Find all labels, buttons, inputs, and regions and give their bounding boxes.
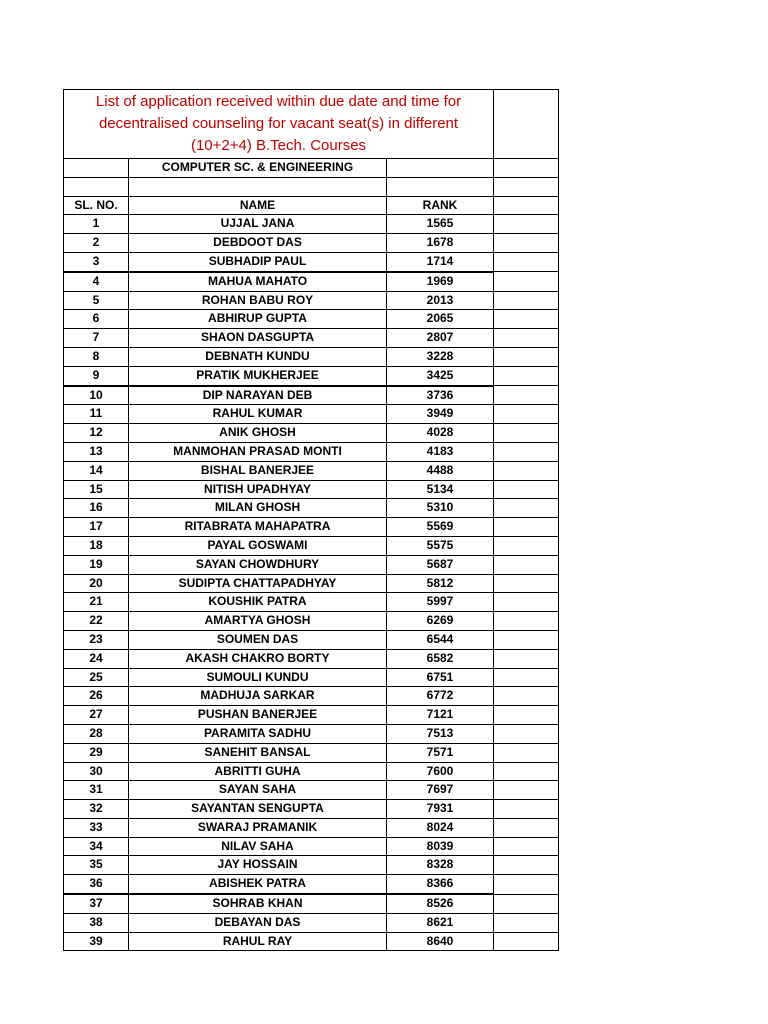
empty-cell [494, 781, 559, 800]
row-sl-no: 21 [64, 593, 129, 612]
row-sl-no: 4 [64, 272, 129, 291]
empty-cell [494, 800, 559, 819]
empty-cell [494, 724, 559, 743]
empty-cell [494, 480, 559, 499]
row-name: ABISHEK PATRA [129, 875, 387, 894]
row-name: BISHAL BANERJEE [129, 461, 387, 480]
row-rank: 5997 [387, 593, 494, 612]
table-row [64, 668, 559, 687]
row-name: MANMOHAN PRASAD MONTI [129, 442, 387, 461]
table-row [64, 932, 559, 951]
applicant-table-body [64, 90, 559, 951]
department-row [64, 159, 559, 178]
empty-cell [494, 405, 559, 424]
empty-cell [494, 837, 559, 856]
row-rank: 6751 [387, 668, 494, 687]
empty-cell [494, 518, 559, 537]
row-rank: 3949 [387, 405, 494, 424]
empty-cell [387, 159, 494, 178]
empty-cell [494, 894, 559, 913]
empty-cell [494, 291, 559, 310]
row-sl-no: 17 [64, 518, 129, 537]
row-rank: 5310 [387, 499, 494, 518]
table-row [64, 310, 559, 329]
row-sl-no: 2 [64, 234, 129, 253]
row-name: SAYAN CHOWDHURY [129, 555, 387, 574]
table-row [64, 518, 559, 537]
header-rank: RANK [387, 196, 494, 215]
row-rank: 2807 [387, 329, 494, 348]
row-name: ROHAN BABU ROY [129, 291, 387, 310]
row-sl-no: 20 [64, 574, 129, 593]
row-name: RAHUL RAY [129, 932, 387, 951]
row-sl-no: 36 [64, 875, 129, 894]
row-sl-no: 5 [64, 291, 129, 310]
table-row [64, 894, 559, 913]
row-sl-no: 27 [64, 706, 129, 725]
table-row [64, 272, 559, 291]
row-sl-no: 15 [64, 480, 129, 499]
table-row [64, 800, 559, 819]
row-rank: 7931 [387, 800, 494, 819]
empty-cell [494, 668, 559, 687]
row-name: RAHUL KUMAR [129, 405, 387, 424]
empty-cell [494, 310, 559, 329]
empty-cell [494, 649, 559, 668]
empty-cell [494, 593, 559, 612]
row-sl-no: 29 [64, 743, 129, 762]
row-rank: 7571 [387, 743, 494, 762]
title-row [64, 90, 559, 159]
row-name: ABHIRUP GUPTA [129, 310, 387, 329]
empty-cell [494, 386, 559, 405]
row-name: NILAV SAHA [129, 837, 387, 856]
header-name: NAME [129, 196, 387, 215]
empty-cell [494, 706, 559, 725]
row-rank: 1714 [387, 252, 494, 271]
row-name: PUSHAN BANERJEE [129, 706, 387, 725]
table-row [64, 630, 559, 649]
row-sl-no: 33 [64, 818, 129, 837]
table-row [64, 649, 559, 668]
empty-cell [494, 215, 559, 234]
header-sl-no: SL. NO. [64, 196, 129, 215]
empty-cell [64, 159, 129, 178]
row-rank: 7600 [387, 762, 494, 781]
empty-cell [494, 612, 559, 631]
row-sl-no: 1 [64, 215, 129, 234]
row-rank: 8621 [387, 913, 494, 932]
row-sl-no: 12 [64, 424, 129, 443]
row-rank: 3736 [387, 386, 494, 405]
table-row [64, 724, 559, 743]
table-row [64, 781, 559, 800]
row-rank: 5134 [387, 480, 494, 499]
row-rank: 8640 [387, 932, 494, 951]
row-rank: 1678 [387, 234, 494, 253]
table-row [64, 612, 559, 631]
row-rank: 3228 [387, 347, 494, 366]
row-name: AKASH CHAKRO BORTY [129, 649, 387, 668]
empty-cell [494, 856, 559, 875]
table-row [64, 706, 559, 725]
row-sl-no: 14 [64, 461, 129, 480]
table-row [64, 555, 559, 574]
empty-cell [494, 555, 559, 574]
row-name: DEBDOOT DAS [129, 234, 387, 253]
row-name: ANIK GHOSH [129, 424, 387, 443]
row-sl-no: 7 [64, 329, 129, 348]
applicant-table [63, 89, 559, 951]
empty-cell [494, 818, 559, 837]
row-name: SAYANTAN SENGUPTA [129, 800, 387, 819]
row-name: SUBHADIP PAUL [129, 252, 387, 271]
empty-cell [494, 630, 559, 649]
empty-cell [494, 252, 559, 271]
row-rank: 5569 [387, 518, 494, 537]
table-row [64, 875, 559, 894]
row-name: MAHUA MAHATO [129, 272, 387, 291]
row-name: PRATIK MUKHERJEE [129, 366, 387, 385]
empty-cell [494, 234, 559, 253]
row-sl-no: 28 [64, 724, 129, 743]
row-name: RITABRATA MAHAPATRA [129, 518, 387, 537]
table-row [64, 856, 559, 875]
row-sl-no: 22 [64, 612, 129, 631]
empty-cell [494, 932, 559, 951]
row-rank: 3425 [387, 366, 494, 385]
empty-cell [494, 196, 559, 215]
empty-cell [494, 762, 559, 781]
table-row [64, 366, 559, 385]
row-name: SUDIPTA CHATTAPADHYAY [129, 574, 387, 593]
empty-cell [494, 743, 559, 762]
row-rank: 7697 [387, 781, 494, 800]
row-rank: 6582 [387, 649, 494, 668]
table-row [64, 215, 559, 234]
row-name: SOHRAB KHAN [129, 894, 387, 913]
row-name: UJJAL JANA [129, 215, 387, 234]
row-sl-no: 32 [64, 800, 129, 819]
row-rank: 7121 [387, 706, 494, 725]
row-sl-no: 10 [64, 386, 129, 405]
row-sl-no: 25 [64, 668, 129, 687]
row-name: JAY HOSSAIN [129, 856, 387, 875]
row-rank: 7513 [387, 724, 494, 743]
row-rank: 1565 [387, 215, 494, 234]
row-rank: 8039 [387, 837, 494, 856]
empty-cell [64, 177, 129, 196]
table-row [64, 386, 559, 405]
row-sl-no: 8 [64, 347, 129, 366]
row-name: DEBNATH KUNDU [129, 347, 387, 366]
table-row [64, 234, 559, 253]
row-rank: 2065 [387, 310, 494, 329]
empty-cell [494, 913, 559, 932]
row-rank: 8024 [387, 818, 494, 837]
table-row [64, 499, 559, 518]
table-row [64, 329, 559, 348]
row-sl-no: 11 [64, 405, 129, 424]
row-rank: 5812 [387, 574, 494, 593]
table-row [64, 593, 559, 612]
row-sl-no: 31 [64, 781, 129, 800]
empty-cell [494, 329, 559, 348]
row-name: NITISH UPADHYAY [129, 480, 387, 499]
row-sl-no: 16 [64, 499, 129, 518]
table-row [64, 913, 559, 932]
empty-cell [494, 442, 559, 461]
row-rank: 6544 [387, 630, 494, 649]
row-rank: 4028 [387, 424, 494, 443]
row-sl-no: 37 [64, 894, 129, 913]
row-name: PARAMITA SADHU [129, 724, 387, 743]
row-sl-no: 24 [64, 649, 129, 668]
row-sl-no: 38 [64, 913, 129, 932]
row-sl-no: 26 [64, 687, 129, 706]
empty-cell [494, 687, 559, 706]
table-row [64, 461, 559, 480]
empty-cell [494, 159, 559, 178]
row-rank: 8526 [387, 894, 494, 913]
row-sl-no: 39 [64, 932, 129, 951]
empty-cell [494, 177, 559, 196]
table-row [64, 291, 559, 310]
table-row [64, 687, 559, 706]
row-rank: 8328 [387, 856, 494, 875]
row-sl-no: 9 [64, 366, 129, 385]
empty-cell [494, 366, 559, 385]
empty-cell [494, 574, 559, 593]
row-name: AMARTYA GHOSH [129, 612, 387, 631]
row-name: PAYAL GOSWAMI [129, 536, 387, 555]
empty-cell [494, 461, 559, 480]
empty-cell [494, 499, 559, 518]
empty-cell [387, 177, 494, 196]
table-row [64, 405, 559, 424]
row-sl-no: 34 [64, 837, 129, 856]
row-name: DIP NARAYAN DEB [129, 386, 387, 405]
empty-cell [494, 875, 559, 894]
table-row [64, 424, 559, 443]
row-rank: 8366 [387, 875, 494, 894]
empty-cell [494, 90, 559, 159]
row-name: SOUMEN DAS [129, 630, 387, 649]
empty-cell [494, 424, 559, 443]
row-sl-no: 30 [64, 762, 129, 781]
empty-cell [494, 272, 559, 291]
header-row [64, 196, 559, 215]
row-rank: 2013 [387, 291, 494, 310]
empty-cell [129, 177, 387, 196]
row-sl-no: 3 [64, 252, 129, 271]
table-row [64, 818, 559, 837]
row-sl-no: 23 [64, 630, 129, 649]
spacer-row [64, 177, 559, 196]
row-rank: 1969 [387, 272, 494, 291]
row-rank: 5687 [387, 555, 494, 574]
row-rank: 6269 [387, 612, 494, 631]
department-label: COMPUTER SC. & ENGINEERING [129, 159, 387, 178]
row-name: SWARAJ PRAMANIK [129, 818, 387, 837]
empty-cell [494, 347, 559, 366]
table-row [64, 574, 559, 593]
row-name: SAYAN SAHA [129, 781, 387, 800]
row-sl-no: 19 [64, 555, 129, 574]
table-row [64, 743, 559, 762]
table-row [64, 252, 559, 271]
row-rank: 5575 [387, 536, 494, 555]
row-name: SUMOULI KUNDU [129, 668, 387, 687]
row-sl-no: 6 [64, 310, 129, 329]
table-row [64, 536, 559, 555]
row-rank: 6772 [387, 687, 494, 706]
table-row [64, 480, 559, 499]
row-name: SANEHIT BANSAL [129, 743, 387, 762]
table-row [64, 837, 559, 856]
row-name: ABRITTI GUHA [129, 762, 387, 781]
row-sl-no: 18 [64, 536, 129, 555]
table-row [64, 347, 559, 366]
row-name: MADHUJA SARKAR [129, 687, 387, 706]
row-rank: 4488 [387, 461, 494, 480]
row-name: DEBAYAN DAS [129, 913, 387, 932]
row-rank: 4183 [387, 442, 494, 461]
table-row [64, 762, 559, 781]
empty-cell [494, 536, 559, 555]
table-row [64, 442, 559, 461]
row-name: MILAN GHOSH [129, 499, 387, 518]
row-name: KOUSHIK PATRA [129, 593, 387, 612]
row-sl-no: 35 [64, 856, 129, 875]
row-sl-no: 13 [64, 442, 129, 461]
page-title: List of application received within due date and time for decentralised counseling for vacant seat(s) in different (10+2+4) B.Tech. Courses [64, 90, 494, 159]
row-name: SHAON DASGUPTA [129, 329, 387, 348]
